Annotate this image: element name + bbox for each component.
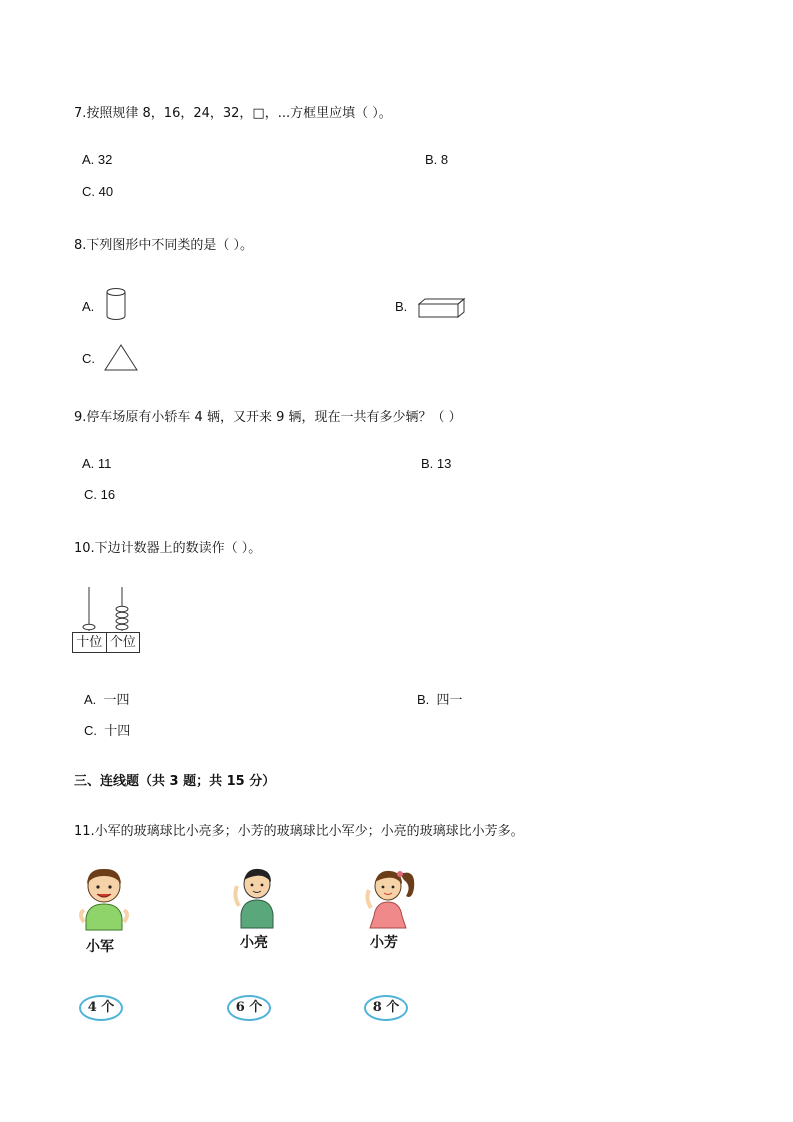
question-8-stem: 8.下列图形中不同类的是（ ）。: [74, 238, 254, 253]
question-7-stem: 7.按照规律 8，16，24，32，□，...方框里应填（ ）。: [74, 106, 392, 121]
boy-xiaoliang-illustration: [229, 866, 281, 932]
count-oval-8[interactable]: 8 个: [364, 995, 408, 1021]
question-9-option-b[interactable]: B. 13: [421, 456, 452, 471]
question-11-stem: 11.小军的玻璃球比小亮多；小芳的玻璃球比小军少；小亮的玻璃球比小芳多。: [74, 824, 524, 839]
tens-bead: [83, 624, 95, 630]
ones-bead: [116, 612, 128, 618]
question-9-stem: 9.停车场原有小轿车 4 辆，又开来 9 辆，现在一共有多少辆？（ ）: [74, 410, 462, 425]
question-9-option-c[interactable]: C. 16: [84, 487, 116, 502]
question-10-stem: 10.下边计数器上的数读作（ ）。: [74, 541, 262, 556]
kid-name-xiaojun: 小军: [86, 939, 114, 955]
boy-xiaojun-illustration: [74, 866, 136, 938]
kid-name-xiaoliang: 小亮: [240, 935, 268, 951]
cuboid-figure: [416, 296, 468, 320]
abacus-label-row: [72, 632, 140, 653]
question-8-option-a[interactable]: A.: [82, 299, 95, 314]
question-7-option-c[interactable]: C. 40: [82, 184, 114, 199]
question-9-option-a[interactable]: A. 11: [82, 456, 112, 471]
section-title: 三、连线题（共 3 题；共 15 分）: [74, 774, 276, 789]
count-oval-4[interactable]: 4 个: [79, 995, 123, 1021]
cylinder-figure: [104, 286, 128, 322]
ones-bead: [116, 618, 128, 624]
question-7-option-b[interactable]: B. 8: [425, 152, 449, 167]
question-10-option-c[interactable]: C. 十四: [84, 723, 131, 739]
question-10-option-b[interactable]: B. 四一: [417, 692, 463, 708]
kid-name-xiaofang: 小芳: [370, 935, 398, 951]
question-8-option-c[interactable]: C.: [82, 351, 95, 366]
triangle-figure: [102, 342, 140, 372]
abacus-rods: [72, 585, 140, 633]
question-7-option-a[interactable]: A. 32: [82, 152, 113, 167]
count-oval-6[interactable]: 6 个: [227, 995, 271, 1021]
question-10-option-a[interactable]: A. 一四: [84, 692, 130, 708]
girl-xiaofang-illustration: [362, 866, 420, 932]
question-8-option-b[interactable]: B.: [395, 299, 408, 314]
ones-label: 个位: [109, 635, 136, 650]
tens-label: 十位: [73, 633, 107, 652]
abacus-counter: [72, 585, 140, 653]
ones-bead: [116, 606, 128, 612]
ones-bead: [116, 624, 128, 630]
